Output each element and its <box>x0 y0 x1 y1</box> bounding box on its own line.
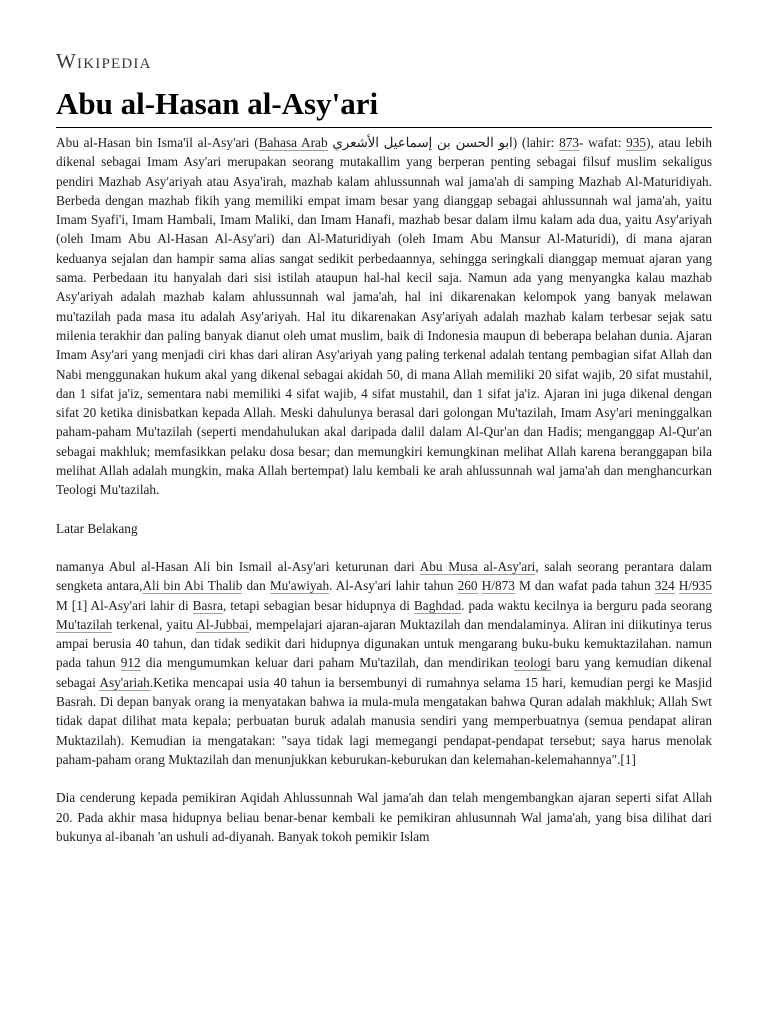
arabic-name: ابو الحسن بن إسماعيل الأشعري <box>332 135 513 150</box>
text-run: ), atau lebih dikenal sebagai Imam Asy'ari merupakan seorang mutakallim yang berperan penting sebagai filsuf muslim sekaligus pendiri Mazhab Asy'ariyah atau Asya'irah, mazhab kalam ahlussunnah wal jama'ah di samping Mazhab Al-Maturidiyah. Berbeda dengan mazhab fikih yang memiliki empat imam besar yang dianggap sebagai ahlussunnah wal jama'ah, yaitu Imam Syafi'i, Imam Hambali, Imam Maliki, dan Imam Hanafi, mazhab besar dalam ilmu kalam ada dua, yaitu Asy'ariyah (oleh Imam Abu Al-Hasan Al-Asy'ari) dan Al-Maturidiyah (oleh Imam Abu Mansur Al-Maturidi), di mana ajaran keduanya sejalan dan hampir sama alias sangat sedikit perbedaannya, sehingga seringkali dianggap memuat ajaran yang sama. Perbedaan itu hanyalah dari sisi istilah ataupun hal-hal kecil saja. Namun ada yang menyangka kalau mazhab Asy'ariyah adalah mazhab kalam ahlussunnah wal jama'ah, hal ini dikarenakan kelompok yang banyak melawan mu'tazilah pada masa itu adalah Asy'ariyah. Hal itu dikarenakan Asy'ariyah adalah mazhab kalam terbesar sejak satu milenia terakhir dan paling banyak dianut oleh umat muslim, baik di Indonesia maupun di beberapa belahan dunia. Ajaran Imam Asy'ari yang menjadi ciri khas dari aliran Asy'ariyah yang paling terkenal adalah tentang pembagian sifat Allah dan Nabi menggunakan hukum akal yang dikenal sebagai akidah 50, di mana Allah memiliki 20 sifat wajib, 20 sifat mustahil, dan 1 sifat ja'iz, sementara nabi memiliki 4 sifat wajib, 4 sifat mustahil, dan 1 sifat ja'iz. Ajaran ini juga dikenal dengan sifat 20 ketika dinisbatkan kepada Allah. Meski dahulunya berasal dari golongan Mu'tazilah, Imam Asy'ari meninggalkan paham-paham Mu'tazilah (seperti mendahulukan akal daripada dalil dalam Al-Qur'an dan Hadis; menganggap Al-Qur'an sebagai makhluk; memfasikkan pelaku dosa besar; dan memungkiri kemungkinan melihat Allah karena beranggapan bila melihat Allah adalah mungkin, maka Allah bertempat) lalu kembali ke arah ahlussunnah wal jama'ah dan menghancurkan Teologi Mu'tazilah. <box>56 135 712 498</box>
article-body <box>56 133 712 865</box>
link-bahasa-arab[interactable]: Bahasa Arab <box>258 135 328 150</box>
text-run: namanya Abul al-Hasan Ali bin Ismail al-Asy'ari keturunan dari <box>56 558 420 574</box>
background-paragraph <box>56 557 712 769</box>
link-ali-bin-abi-thalib[interactable]: Ali bin Abi Thalib <box>142 578 243 594</box>
closing-paragraph: Dia cenderung kepada pemikiran Aqidah Ahlussunnah Wal jama'ah dan telah mengembangkan ajaran seperti sifat Allah 20. Pada akhir masa hidupnya beliau benar-benar kembali ke pemikiran ahlusunnah Wal jama'ah, yang bisa dilihat dari bukunya al-ibanah 'an ushuli ad-diyanah. Banyak tokoh pemikir Islam <box>56 790 712 844</box>
text-run: , mempelajari ajaran-ajaran Muktazilah dan mendalaminya. Aliran ini diikutinya terus ampai berusia 40 tahun, dan tidak sedikit dari hidupnya digunakan untuk mengarang buku-buku kemuktazilahan. namun pada tahun <box>56 616 712 671</box>
link-baghdad[interactable]: Baghdad <box>413 597 462 613</box>
text-run: . pada waktu kecilnya ia berguru pada seorang <box>461 597 712 613</box>
text-run: terkenal, yaitu <box>112 616 197 632</box>
link-260[interactable]: 260 <box>457 578 478 594</box>
text-run: dan <box>242 578 270 594</box>
text-run: M [1] Al-Asy'ari lahir di <box>56 597 193 613</box>
intro-paragraph <box>56 133 712 500</box>
link-abu-musa[interactable]: Abu Musa al-Asy'ari <box>419 558 536 574</box>
text-run: , tetapi sebagian besar hidupnya di <box>222 597 414 613</box>
text-run: . Al-Asy'ari lahir tahun <box>329 578 458 594</box>
link-h873[interactable]: H/873 <box>481 578 515 594</box>
link-teologi[interactable]: teologi <box>513 655 551 671</box>
link-mutazilah[interactable]: Mu'tazilah <box>56 616 113 632</box>
link-h935[interactable]: H/935 <box>678 578 713 594</box>
text-run: - wafat: <box>579 135 627 150</box>
link-935[interactable]: 935 <box>626 135 647 150</box>
link-asyariah[interactable]: Asy'ariah <box>99 674 150 690</box>
link-912[interactable]: 912 <box>120 655 141 671</box>
text-run: baru yang kemudian dikenal sebagai <box>56 655 713 690</box>
link-basra[interactable]: Basra <box>192 597 223 613</box>
link-al-jubbai[interactable]: Al-Jubbai <box>196 616 249 632</box>
text-run: , salah seorang perantara dalam sengketa antara, <box>56 558 712 594</box>
text-run: M dan wafat pada tahun <box>514 578 655 594</box>
wikipedia-wordmark[interactable]: Wikipedia <box>56 49 152 73</box>
link-873[interactable]: 873 <box>559 135 580 150</box>
text-run: Abu al-Hasan bin Isma'il al-Asy'ari ( <box>56 135 259 150</box>
text-run: ) (lahir: <box>512 135 560 150</box>
link-324[interactable]: 324 <box>654 578 675 594</box>
link-muawiyah[interactable]: Mu'awiyah <box>269 578 330 594</box>
section-heading: Latar Belakang <box>56 520 138 536</box>
text-run: .Ketika mencapai usia 40 tahun ia bersembunyi di rumahnya selama 15 hari, kemudian pergi ke Masjid Basrah. Di depan banyak orang ia menyatakan bahwa ia mula-mula mengatakan bahwa Quran adalah makhluk; Allah Swt tidak dapat dilihat mata kepala; perbuatan buruk adalah manusia sendiri yang memperbuatnya (semua pendapat aliran Muktazilah). Kemudian ia mengatakan: "saya tidak lagi memegangi pendapat-pendapat tersebut; saya harus menolak paham-paham orang Muktazilah dan menunjukkan keburukan-keburukan dan kelemahan-kelemahannya".[1] <box>56 674 712 767</box>
page-title: Abu al-Hasan al-Asy'ari <box>56 85 712 128</box>
text-run: dia mengumumkan keluar dari paham Mu'tazilah, dan mendirikan <box>140 655 514 671</box>
